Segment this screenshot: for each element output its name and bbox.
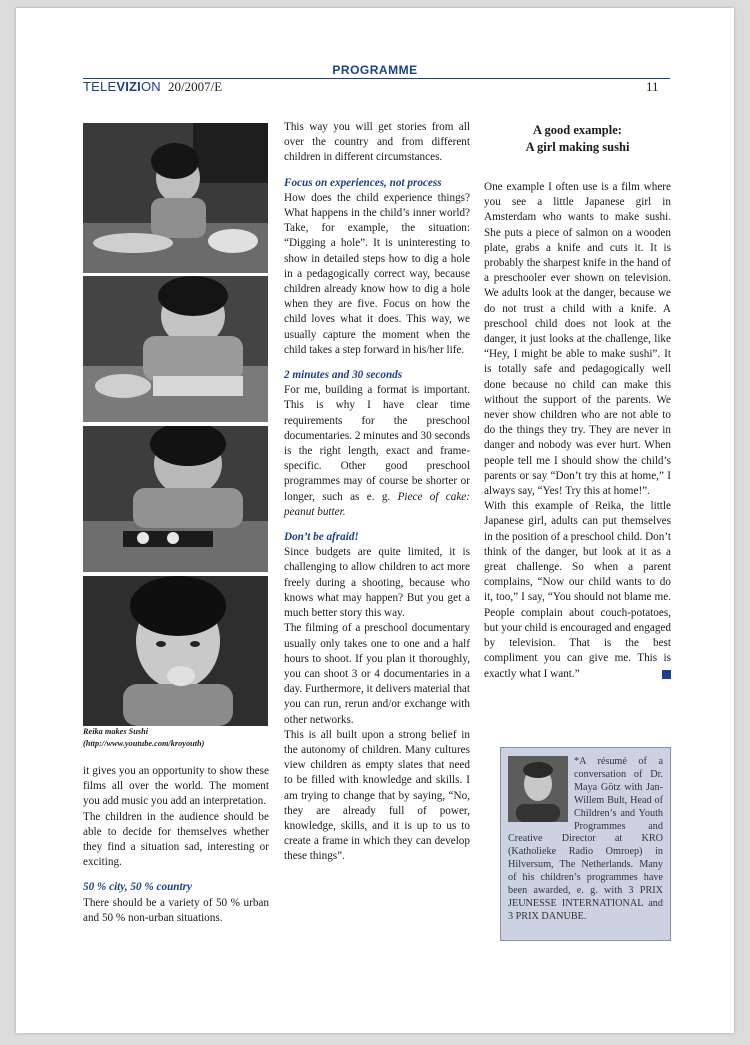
brand-prefix: TELE — [83, 79, 117, 94]
col2-paragraph-5: The filming of a preschool documentary usually only takes one to one and a half hours to shoot. If you plan it thoroughly, you can shoot 3 or 4 documentaries in a day. Furthermore, it delivers material that you can run, rerun and/or exchange with other networks. — [284, 622, 470, 726]
column-1 — [83, 764, 269, 926]
col1-paragraph-1: it gives you an opportunity to show these films all over the world. The moment you add music you add an interpretation. — [83, 765, 269, 808]
col3-paragraph-1: One example I often use is a film where you see a little Japanese girl in Amsterdam who wants to make sushi. She puts a piece of salmon on a wooden plate, grabs a knife and cuts it. It is probably the sharpest knife in the hand of a preschooler ever shown on television. We adults look at the danger, because we do not trust a child with a knife. A preschool child does not look at the danger, it just looks at the challenge, like “Hey, I might be able to make sushi”. It is totally safe and pedagogically well done because no child can make this without the support of the parents. We never show children who are not able to do the things they try. They are never in danger and nobody was ever hurt. When people tell me I should show the child’s parents or say “Don’t try this at home,” I always say, “Yes! Try this at home!”. — [484, 181, 671, 498]
column-2 — [284, 120, 470, 865]
col2-heading-dont-be-afraid: Don’t be afraid! — [284, 531, 359, 544]
col1-paragraph-3: There should be a variety of 50 % urban and 50 % non-urban situations. — [83, 896, 269, 924]
col2-p3-italic: Piece of cake: peanut butter. — [284, 490, 470, 518]
portrait-photo — [508, 756, 568, 822]
col3-paragraph-2 — [484, 499, 671, 681]
brand-suffix: ON — [140, 79, 161, 94]
col2-paragraph-6: This is all built upon a strong belief in the autonomy of children. Many cultures view children as empty slates that need to be filled with knowledge and skills. I am trying to change that by saying, “No, they are already full of power, knowledge, skills, and it is up to us to create a frame in which they can develop these things”. — [284, 728, 470, 863]
author-bio-box — [500, 747, 671, 941]
col2-heading-minutes: 2 minutes and 30 seconds — [284, 369, 403, 382]
col3-p2-text: With this example of Reika, the little Japanese girl, adults can put themselves in the position of a preschool child. Don’t think of the danger, but look at it as a great challenge. So when a parent complains, “Now our child wants to do it, too,” I say, “You should not blame me. People complain about couch-potatoes, but your child is encouraged and engaged by television. That is the best compliment you can give me. This is exactly what I want.” — [484, 500, 671, 680]
section-title: PROGRAMME — [332, 63, 418, 77]
photo-2 — [83, 276, 268, 422]
caption-link: (http://www.youtube.com/kroyouth) — [83, 739, 205, 748]
page-number: 11 — [646, 79, 659, 94]
end-of-article-icon — [662, 670, 671, 679]
col2-heading-focus: Focus on experiences, not process — [284, 176, 442, 189]
example-title — [484, 122, 671, 156]
bio-text: *A résumé of a conversation of Dr. Maya Götz with Jan-Willem Bult, Head of Children’s and Youth Programmes and Creative Director at KRO (Katholieke Radio Omroep) in Hilversum, The Netherlands. Many of his children’s programmes have been awarded, e. g. with 3 PRIX JEUNESSE INTERNATIONAL and 3 PRIX DANUBE. — [508, 756, 663, 922]
brand-bold: VIZI — [116, 79, 141, 94]
photo-caption — [83, 726, 269, 750]
caption-title: Reika makes Sushi — [83, 727, 149, 736]
col2-paragraph-2: How does the child experience things? What happens in the child’s inner world? Take, for example, the situation: “Digging a hole”. It is uninteresting to show in detailed steps how to dig a hole in a pedagogically correct way, because children already know how to dig a hole when they are five. Focus on how the child loves what it does. This way, we usually capture the moment when the child takes a step forward in his/her life. — [284, 191, 470, 356]
photo-3 — [83, 426, 268, 572]
col2-paragraph-1: This way you will get stories from all over the country and from different children in different circumstances. — [284, 121, 470, 164]
brand-logo — [83, 79, 161, 94]
col2-paragraph-3 — [284, 383, 470, 520]
magazine-page — [16, 8, 734, 1033]
issue-number: 20/2007/E — [168, 79, 223, 94]
photo-4 — [83, 576, 268, 726]
column-3 — [484, 180, 671, 682]
example-title-line-1: A good example: — [533, 123, 622, 137]
photo-1 — [83, 123, 268, 273]
col2-p3-text: For me, building a format is important. This is why I have clear time requirements for the preschool documentaries. 2 minutes and 30 seconds is the right length, exact and frame-specific. Other good preschool programmes may of course be shorter or longer, such as e. g. — [284, 384, 470, 503]
example-title-line-2: A girl making sushi — [525, 140, 630, 154]
col2-paragraph-4: Since budgets are quite limited, it is challenging to allow children to act more freely during a shooting, because who knows what may happen? But you get a much better story this way. — [284, 546, 470, 620]
col1-heading-city-country: 50 % city, 50 % country — [83, 881, 192, 894]
col1-paragraph-2: The children in the audience should be able to decide for themselves whether they find a situation sad, interesting or exciting. — [83, 810, 269, 869]
